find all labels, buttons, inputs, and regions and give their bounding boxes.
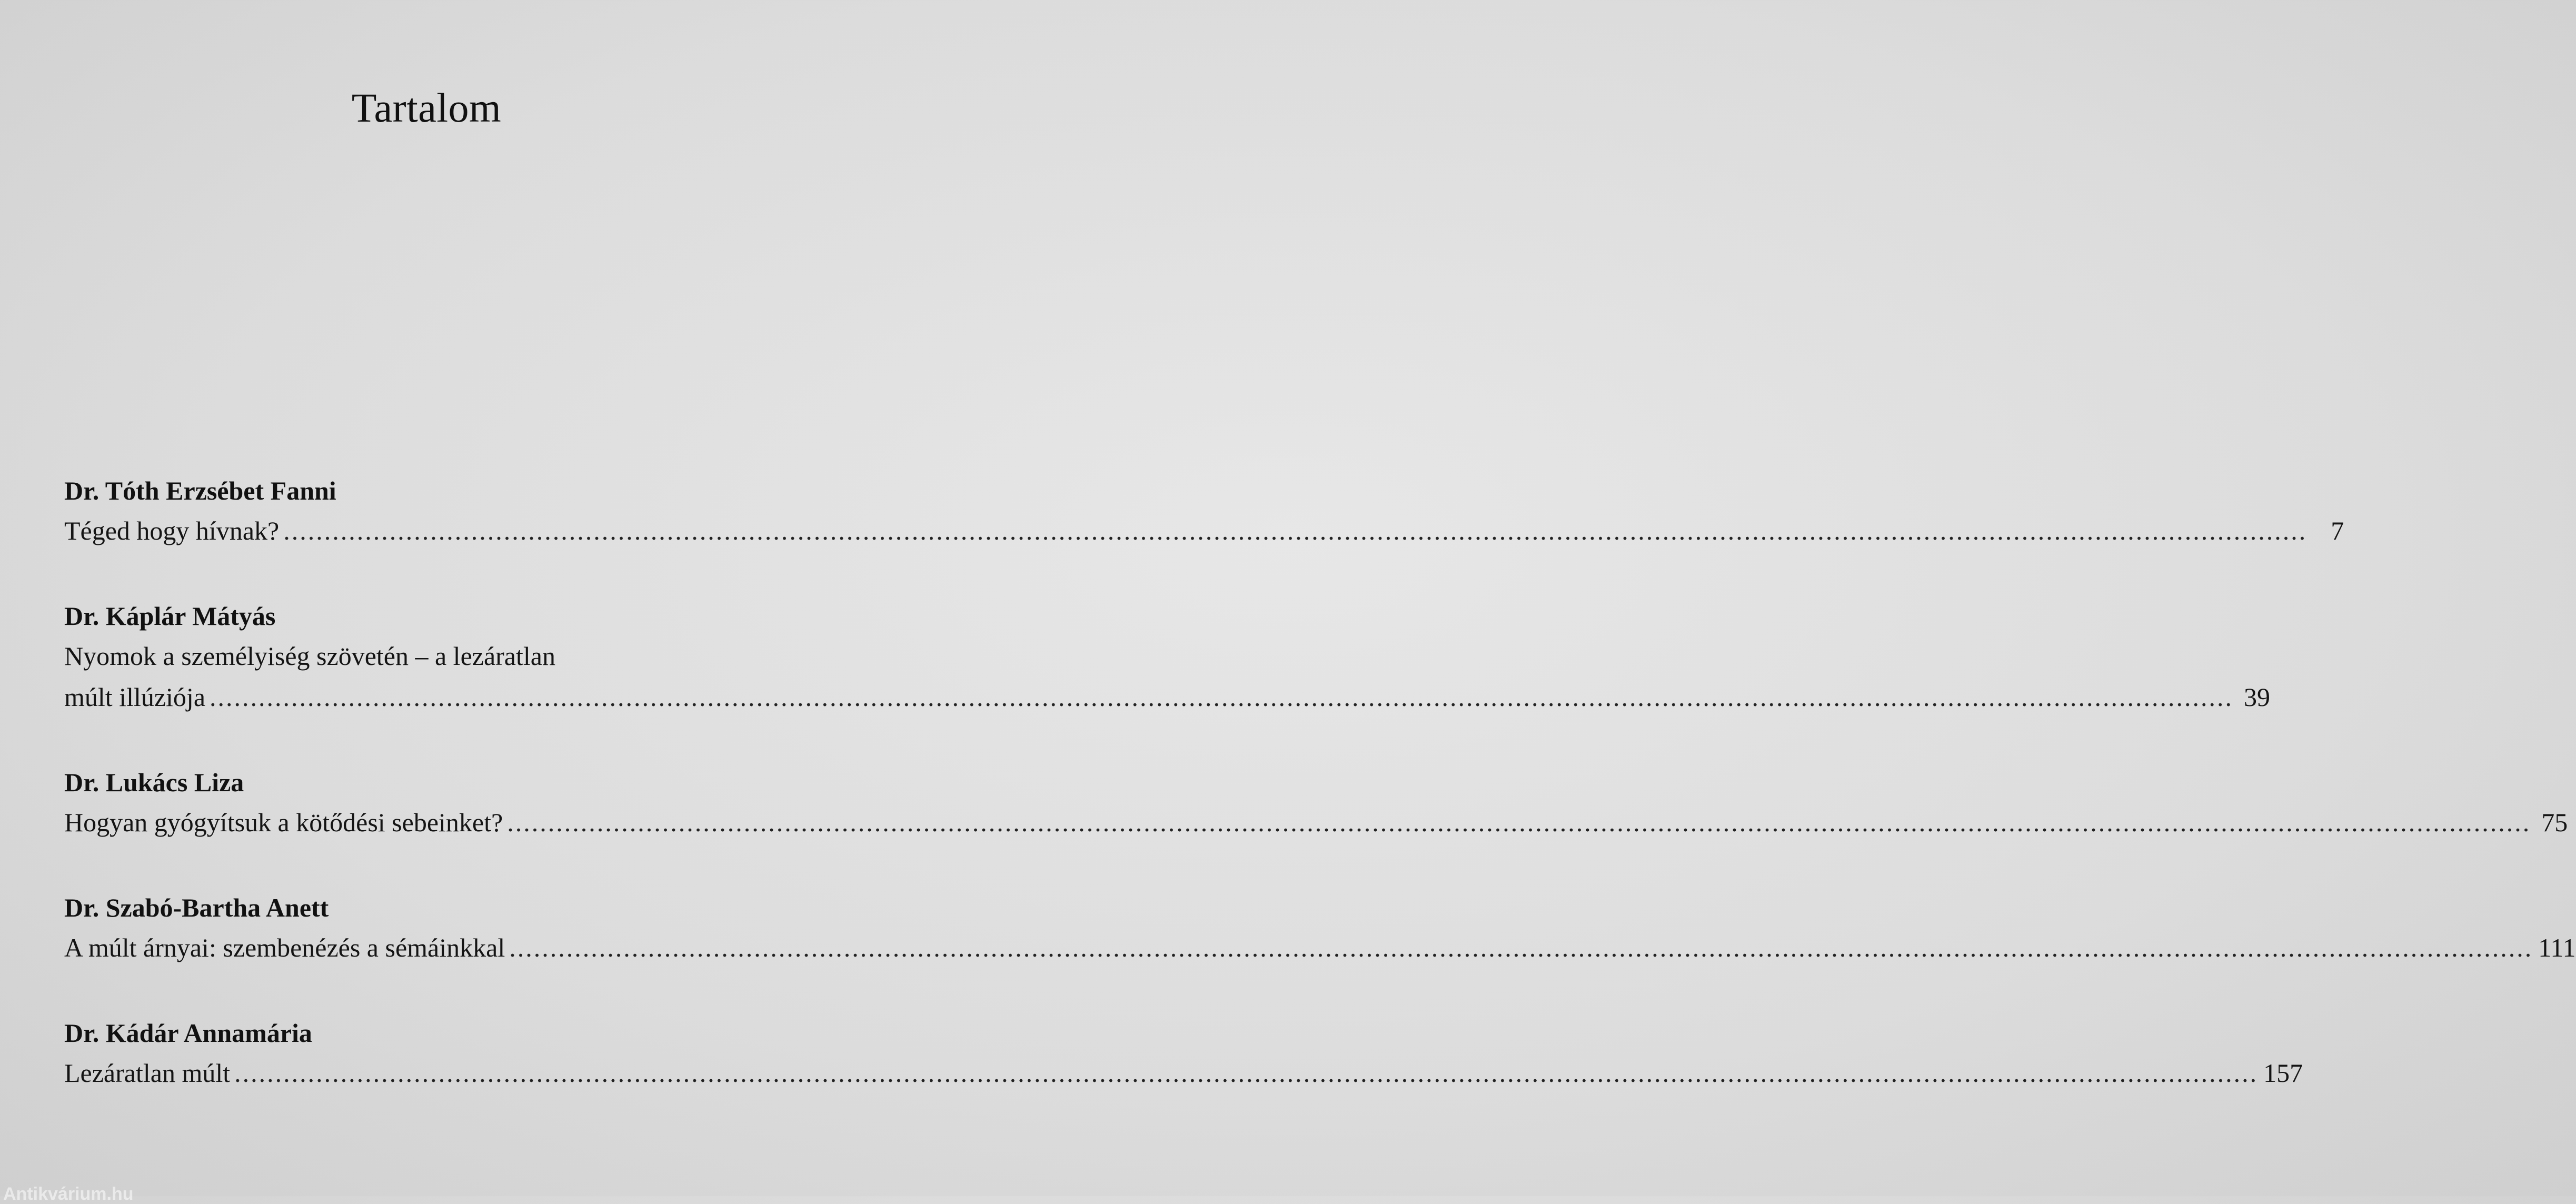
entry-title: Lezáratlan múlt	[64, 1058, 231, 1088]
table-of-contents	[64, 471, 2576, 1139]
entry-page-number: 111	[2538, 933, 2576, 962]
entry-page-number: 157	[2263, 1058, 2303, 1088]
dot-leader	[283, 510, 2307, 551]
page-title: Tartalom	[351, 85, 502, 131]
entry-author: Dr. Szabó-Bartha Anett	[64, 893, 329, 922]
entry-title: Nyomok a személyiség szövetén – a lezáratlan	[64, 641, 555, 671]
dot-leader	[509, 927, 2533, 968]
entry-author: Dr. Tóth Erzsébet Fanni	[64, 476, 336, 505]
entry-title-line	[64, 1052, 2303, 1093]
toc-entry	[64, 1013, 2303, 1093]
entry-title: A múlt árnyai: szembenézés a sémáinkkal	[64, 933, 505, 962]
dot-leader	[210, 676, 2233, 718]
entry-title-line	[64, 510, 2344, 551]
entry-title: Hogyan gyógyítsuk a kötődési sebeinket?	[64, 808, 503, 837]
entry-title: Téged hogy hívnak?	[64, 516, 280, 545]
entry-author: Dr. Lukács Liza	[64, 768, 244, 797]
watermark: Antikvárium.hu	[3, 1184, 134, 1204]
entry-author: Dr. Kádár Annamária	[64, 1018, 312, 1048]
dot-leader	[234, 1052, 2258, 1093]
entry-title-line	[64, 802, 2568, 843]
entry-title-continued: múlt illúziója	[64, 682, 206, 712]
entry-page-number: 75	[2541, 808, 2568, 837]
toc-entry	[64, 763, 2568, 843]
toc-entry	[64, 888, 2576, 968]
toc-entry	[64, 596, 2271, 718]
entry-page-number: 39	[2244, 682, 2271, 712]
dot-leader	[507, 802, 2531, 843]
entry-page-number: 7	[2331, 516, 2344, 545]
entry-title-line	[64, 927, 2576, 968]
entry-title-line	[64, 676, 2271, 718]
entry-author: Dr. Káplár Mátyás	[64, 601, 276, 631]
toc-entry	[64, 471, 2344, 551]
